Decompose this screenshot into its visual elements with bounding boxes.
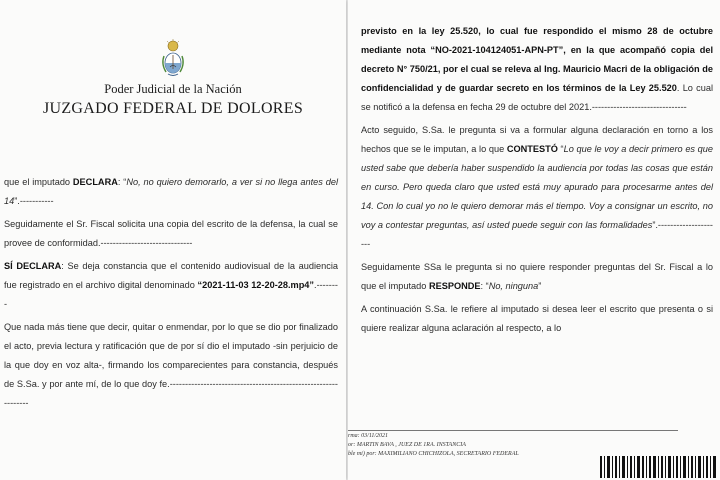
paragraph-fiscal-copy: Seguidamente el Sr. Fiscal solicita una copia del escrito de la defensa, la cual se provee de conformidad.------------------------------ bbox=[4, 219, 338, 248]
paragraph-closing: Que nada más tiene que decir, quitar o enmendar, por lo que se dio por finalizado el acto, previa lectura y ratificación que de por sí dio el imputado -sin perjuicio de la que doy en voz alta-, firmando los comparecientes para constancia, después de S.Sa. y por ante mí, de lo que doy fe.--------------------------------------------------------------- bbox=[4, 322, 338, 408]
right-page bbox=[348, 0, 720, 480]
paragraph-si-declara: SÍ DECLARA: Se deja constancia que el contenido audiovisual de la audiencia fue registrado en el archivo digital denominado “2021-11-03 12-20-28.mp4”.-------- bbox=[4, 261, 338, 309]
barcode-icon bbox=[598, 456, 718, 478]
national-seal-emblem bbox=[160, 38, 186, 78]
paragraph-contesto: Acto seguido, S.Sa. le pregunta si va a formular alguna declaración en torno a los hechos que se le imputan, a lo que CONTESTÓ “Lo que le voy a decir primero es que usted sabe que debería haber suspendido la audiencia por todas las cosas que están en curso. Pero queda claro que usted está muy apurado para procesarme antes del 14. Con lo cual yo no le quiero demorar más el tiempo. Voy a consignar un escrito, no voy a contestar preguntas, así usted puede seguir con las formalidades”.--------------------- bbox=[361, 125, 713, 249]
paragraph-declara: que el imputado DECLARA: “No, no quiero demorarlo, a ver si no llega antes del 14”.----------- bbox=[4, 177, 338, 206]
paragraph-continuacion: A continuación S.Sa. le refiere al imputado si desea leer el escrito que presenta o si quiere realizar alguna aclaración al respecto, a lo bbox=[361, 304, 713, 333]
signature-rule bbox=[348, 430, 678, 431]
paragraph-ley-note: previsto en la ley 25.520, lo cual fue respondido el mismo 28 de octubre mediante nota “NO-2021-104124051-APN-PT”, en la que acompañó copia del decreto N° 750/21, por el cual se releva al Ing. Mauricio Macri de la obligación de confidencialidad y de guardar secreto en los términos de la Ley 25.520. Lo cual se notificó a la defensa en fecha 29 de octubre del 2021.------------------------------- bbox=[361, 26, 714, 112]
left-body-text bbox=[4, 173, 338, 417]
paragraph-responde: Seguidamente SSa le pregunta si no quiere responder preguntas del Sr. Fiscal a lo que el imputado RESPONDE: “No, ninguna” bbox=[361, 262, 713, 291]
signature-judge: or: MARTIN BAVA , JUEZ DE 1RA. INSTANCIA bbox=[348, 442, 466, 448]
court-name: JUZGADO FEDERAL DE DOLORES bbox=[42, 100, 304, 117]
left-page bbox=[0, 0, 346, 480]
signature-date: rma: 03/11/2021 bbox=[348, 433, 389, 439]
right-body-text bbox=[361, 22, 713, 342]
signature-secretary: ble mi) por: MAXIMILIANO CHICHIZOLA, SECRETARIO FEDERAL bbox=[348, 451, 519, 457]
institution-name: Poder Judicial de la Nación bbox=[104, 82, 242, 96]
